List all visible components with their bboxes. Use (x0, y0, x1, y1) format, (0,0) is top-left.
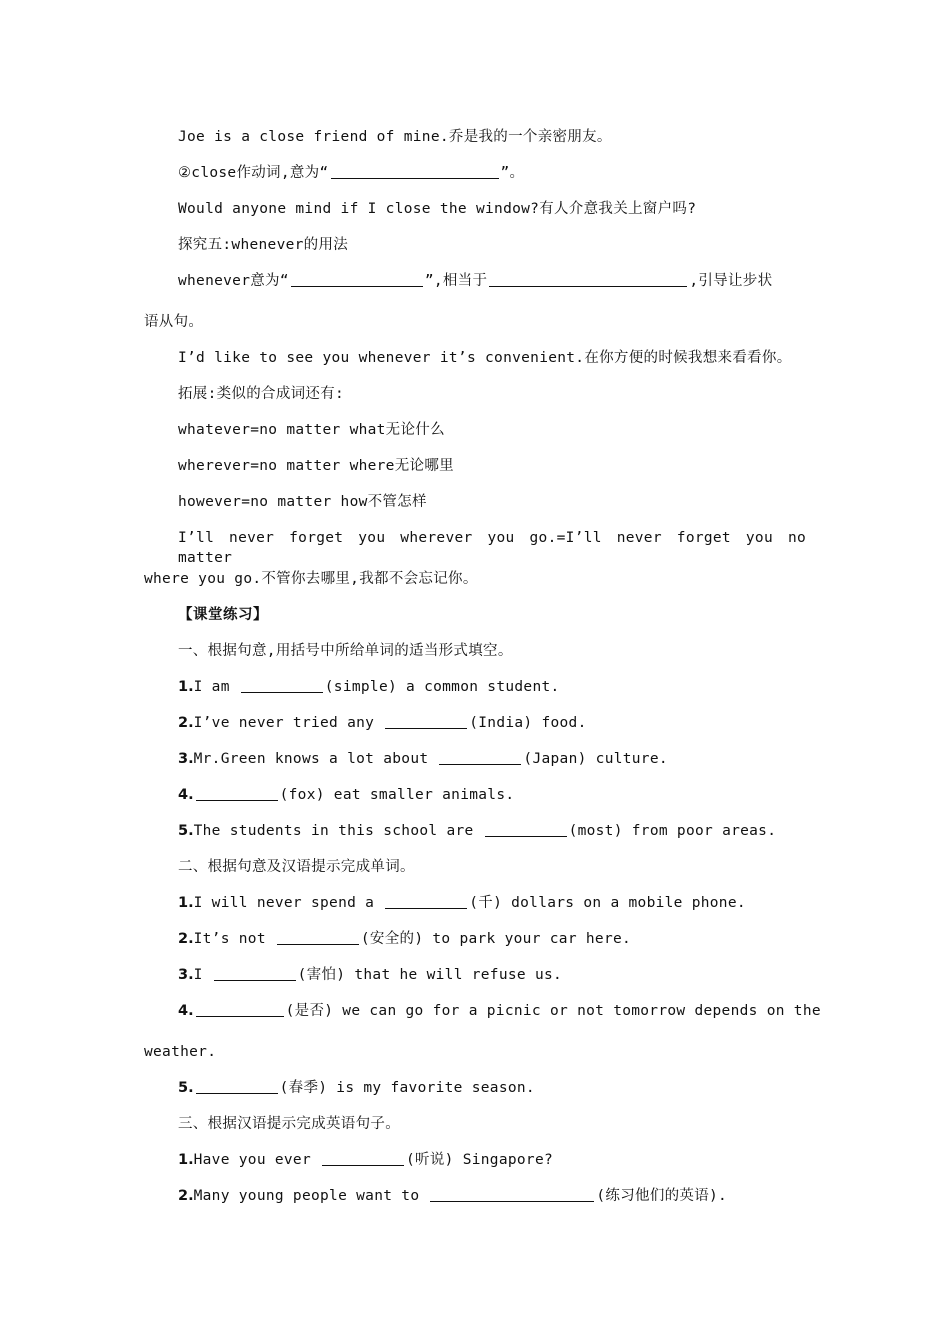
answer-blank[interactable] (241, 678, 323, 693)
section-heading-whenever: 探究五:whenever的用法 (178, 237, 349, 253)
answer-blank[interactable] (430, 1187, 594, 1202)
practice-heading: 【课堂练习】 (178, 607, 268, 623)
answer-blank[interactable] (322, 1151, 404, 1166)
answer-blank[interactable] (385, 894, 467, 909)
exercise-item: 2.It’s not (安全的) to park your car here. (178, 931, 632, 947)
example-sentence-close-verb: Would anyone mind if I close the window?有人介意我关上窗户吗? (178, 201, 697, 217)
exercise-item: 2.I’ve never tried any (India) food. (178, 715, 587, 731)
compound-word-whatever: whatever=no matter what无论什么 (178, 422, 445, 438)
answer-blank[interactable] (196, 1079, 278, 1094)
exercise-item: 1.I am (simple) a common student. (178, 679, 560, 695)
answer-blank[interactable] (439, 750, 521, 765)
answer-blank[interactable] (291, 272, 423, 287)
part1-title: 一、根据句意,用括号中所给单词的适当形式填空。 (178, 643, 513, 659)
close-verb-meaning: ②close作动词,意为“ ”。 (178, 165, 525, 181)
answer-blank[interactable] (277, 930, 359, 945)
exercise-item: 5. (春季) is my favorite season. (178, 1080, 535, 1096)
answer-blank[interactable] (489, 272, 687, 287)
part3-title: 三、根据汉语提示完成英语句子。 (178, 1116, 400, 1132)
exercise-item: 3.Mr.Green knows a lot about (Japan) culture. (178, 751, 668, 767)
extension-heading: 拓展:类似的合成词还有: (178, 386, 345, 402)
exercise-item-cont: weather. (144, 1044, 217, 1060)
example-sentence-close-adj: Joe is a close friend of mine.乔是我的一个亲密朋友。 (178, 129, 612, 145)
exercise-item: 4. (是否) we can go for a picnic or not tomorrow depends on the (178, 1003, 821, 1019)
exercise-item: 4. (fox) eat smaller animals. (178, 787, 515, 803)
part2-title: 二、根据句意及汉语提示完成单词。 (178, 859, 415, 875)
answer-blank[interactable] (485, 822, 567, 837)
whenever-meaning-cont: 语从句。 (144, 314, 204, 330)
example-sentence-wherever: I’ll never forget you wherever you go.=I’ll never forget you no matter (178, 530, 806, 566)
answer-blank[interactable] (196, 1002, 284, 1017)
answer-blank[interactable] (196, 786, 278, 801)
whenever-meaning: whenever意为“ ”,相当于 ,引导让步状 (178, 273, 773, 289)
compound-word-however: however=no matter how不管怎样 (178, 494, 427, 510)
exercise-item: 1.I will never spend a (千) dollars on a mobile phone. (178, 895, 746, 911)
exercise-item: 3.I (害怕) that he will refuse us. (178, 967, 563, 983)
example-sentence-whenever: I’d like to see you whenever it’s convenient.在你方便的时候我想来看看你。 (178, 350, 792, 366)
answer-blank[interactable] (214, 966, 296, 981)
answer-blank[interactable] (385, 714, 467, 729)
compound-word-wherever: wherever=no matter where无论哪里 (178, 458, 454, 474)
exercise-item: 1.Have you ever (听说) Singapore? (178, 1152, 554, 1168)
exercise-item: 5.The students in this school are (most) from poor areas. (178, 823, 777, 839)
exercise-item: 2.Many young people want to (练习他们的英语). (178, 1188, 728, 1204)
example-sentence-wherever-cont: where you go.不管你去哪里,我都不会忘记你。 (144, 571, 478, 587)
answer-blank[interactable] (331, 164, 499, 179)
